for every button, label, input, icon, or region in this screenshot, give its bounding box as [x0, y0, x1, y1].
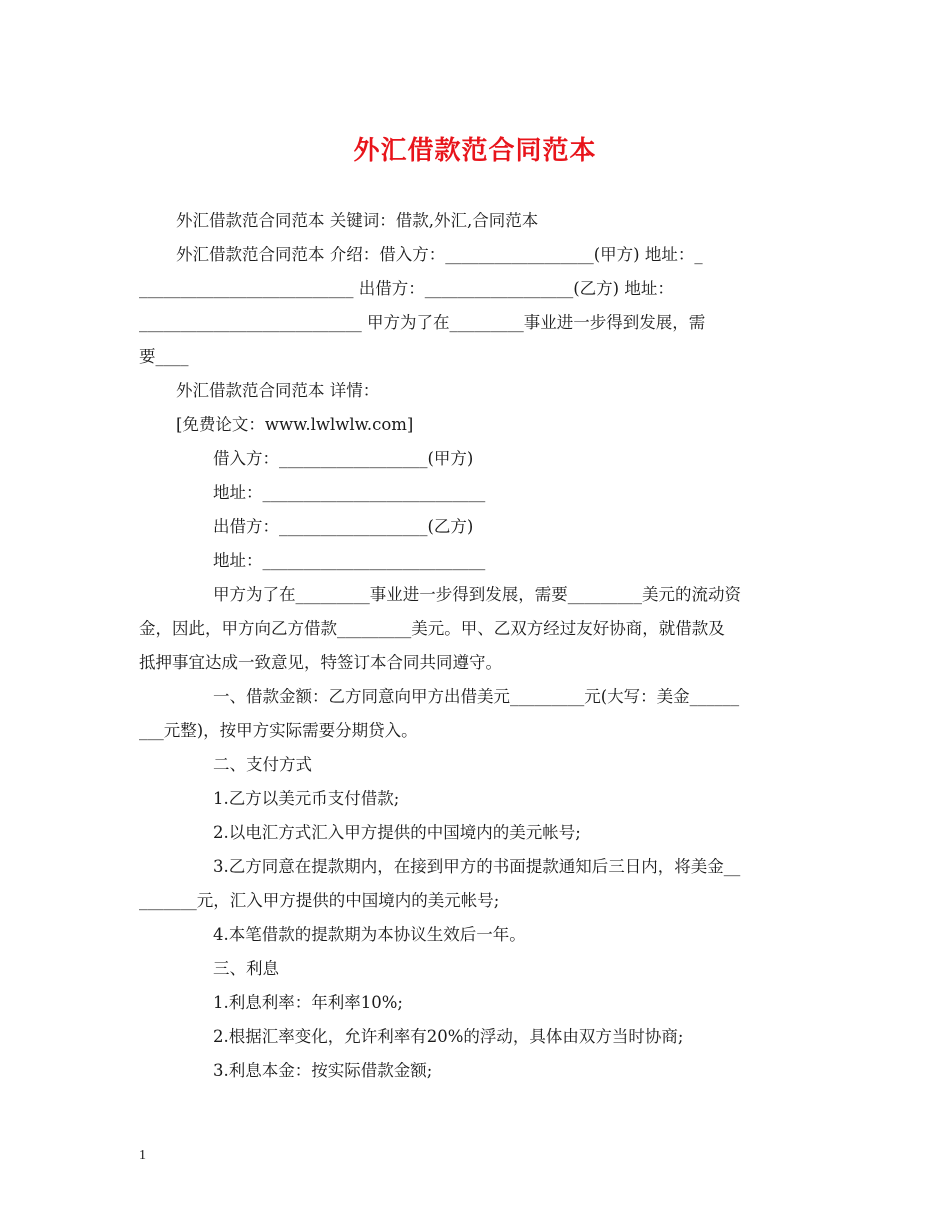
intro-line: ___________________________ 甲方为了在_________事业进一步得到发展，需: [139, 313, 706, 332]
details-heading: 外汇借款范合同范本 详情：: [176, 381, 380, 400]
keywords-line: 外汇借款范合同范本 关键词：借款,外汇,合同范本: [176, 211, 539, 230]
borrower-address-field: 地址：___________________________: [213, 483, 486, 502]
intro-line: __________________________ 出借方：__________________(乙方) 地址：: [139, 279, 674, 298]
clause-item: 1.利息利率：年利率10%;: [213, 993, 403, 1012]
document-title: 外汇借款范合同范本: [353, 136, 597, 166]
clause-item: 2.以电汇方式汇入甲方提供的中国境内的美元帐号;: [213, 823, 581, 842]
paragraph-line: 抵押事宜达成一致意见，特签订本合同共同遵守。: [139, 653, 502, 672]
clause-line: 一、借款金额：乙方同意向甲方出借美元_________元(大写：美金______: [213, 687, 740, 706]
paragraph-line: 甲方为了在_________事业进一步得到发展，需要_________美元的流动资: [213, 585, 741, 604]
paragraph-line: 金，因此，甲方向乙方借款_________美元。甲、乙双方经过友好协商，就借款及: [139, 619, 725, 638]
clause-item: 3.利息本金：按实际借款金额;: [213, 1061, 433, 1080]
borrower-field: 借入方：__________________(甲方): [213, 449, 474, 468]
clause-item: 2.根据汇率变化，允许利率有20%的浮动，具体由双方当时协商;: [213, 1027, 684, 1046]
page-number: 1: [139, 1148, 146, 1163]
clause-line: ___元整)，按甲方实际需要分期贷入。: [139, 721, 418, 740]
intro-line: 要____: [139, 347, 189, 366]
source-link[interactable]: [免费论文：www.lwlwlw.com]: [176, 415, 414, 434]
clause-item: 4.本笔借款的提款期为本协议生效后一年。: [213, 925, 526, 944]
clause-item: 3.乙方同意在提款期内，在接到甲方的书面提款通知后三日内，将美金__: [213, 857, 741, 876]
lender-address-field: 地址：___________________________: [213, 551, 486, 570]
lender-field: 出借方：__________________(乙方): [213, 517, 474, 536]
section-heading: 二、支付方式: [213, 755, 312, 774]
clause-item: _______元，汇入甲方提供的中国境内的美元帐号;: [139, 891, 500, 910]
section-heading: 三、利息: [213, 959, 279, 978]
intro-line: 外汇借款范合同范本 介绍：借入方：__________________(甲方) 地址：_: [176, 245, 703, 264]
clause-item: 1.乙方以美元币支付借款;: [213, 789, 400, 808]
document-body: [139, 204, 811, 1088]
